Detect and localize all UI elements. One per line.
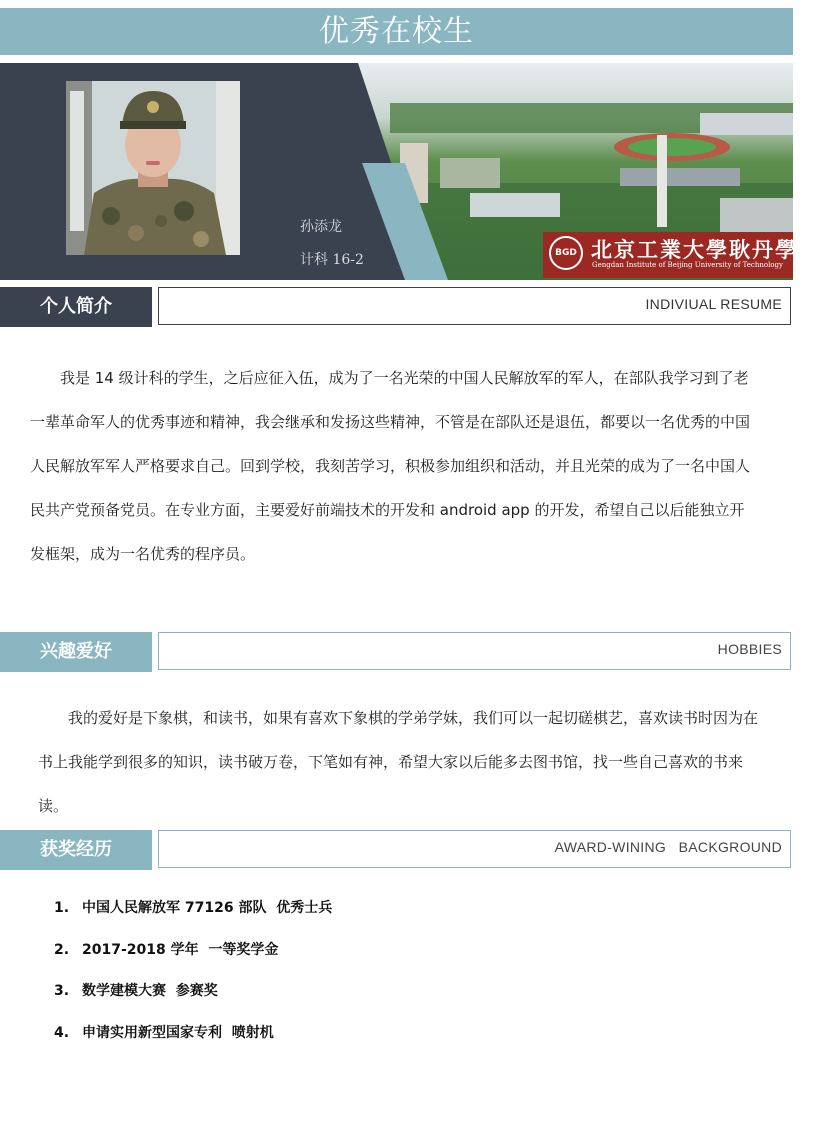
award-text: 中国人民解放军 77126 部队 优秀士兵 [82,900,333,916]
awards-list [54,888,332,1054]
school-name-en: Gengdan Institute of Beijing University of Technology [592,261,783,269]
intro-paragraph: 我是 14 级计科的学生，之后应征入伍，成为了一名光荣的中国人民解放军的军人，在部队我学习到了老一辈革命军人的优秀事迹和精神，我会继承和发扬这些精神，不管是在部队还是退伍，都要以一名优秀的中国人民解放军军人严格要求自己。回到学校，我刻苦学习，积极参加组织和活动，并且光荣的成为了一名中国人民共产党预备党员。在专业方面，主要爱好前端技术的开发和 android app 的开发，希望自己以后能独立开发框架，成为一名优秀的程序员。 [30,369,751,563]
profile-banner [0,63,821,280]
award-text: 数学建模大赛 参赛奖 [82,983,218,999]
award-number: 2. [54,941,70,958]
award-number: 3. [54,983,70,999]
award-number: 1. [54,900,70,916]
intro-section-header-box [158,287,791,325]
school-emblem-icon: BGD [549,236,583,270]
intro-section-title: 个人简介 [0,287,152,327]
page-title: 优秀在校生 [0,8,793,55]
award-text: 2017-2018 学年 一等奖学金 [82,941,279,958]
school-name-cn: 北京工業大學耿丹學院 [591,237,821,262]
hobbies-section-subtitle: HOBBIES [717,641,782,657]
list-item [54,930,332,972]
awards-section-title: 获奖经历 [0,830,152,870]
award-text: 申请实用新型国家专利 喷射机 [82,1024,274,1041]
student-name: 孙添龙 [300,219,342,235]
list-item [54,1013,332,1055]
hobbies-paragraph: 我的爱好是下象棋，和读书，如果有喜欢下象棋的学弟学妹，我们可以一起切磋棋艺，喜欢读书时因为在书上我能学到很多的知识，读书破万卷，下笔如有神，希望大家以后能多去图书馆，找一些自己喜欢的书来读。 [38,709,759,815]
awards-section-header-box [158,830,791,868]
school-logo [543,232,821,278]
intro-section-subtitle: INDIVIUAL RESUME [645,296,782,312]
hobbies-section-title: 兴趣爱好 [0,632,152,672]
award-number: 4. [54,1024,70,1041]
list-item [54,971,332,1013]
profile-photo [66,81,240,255]
student-class: 计科 16-2 [300,252,364,268]
awards-section-subtitle: AWARD-WINING BACKGROUND [554,839,782,855]
hobbies-section-header-box [158,632,791,670]
list-item [54,888,332,930]
